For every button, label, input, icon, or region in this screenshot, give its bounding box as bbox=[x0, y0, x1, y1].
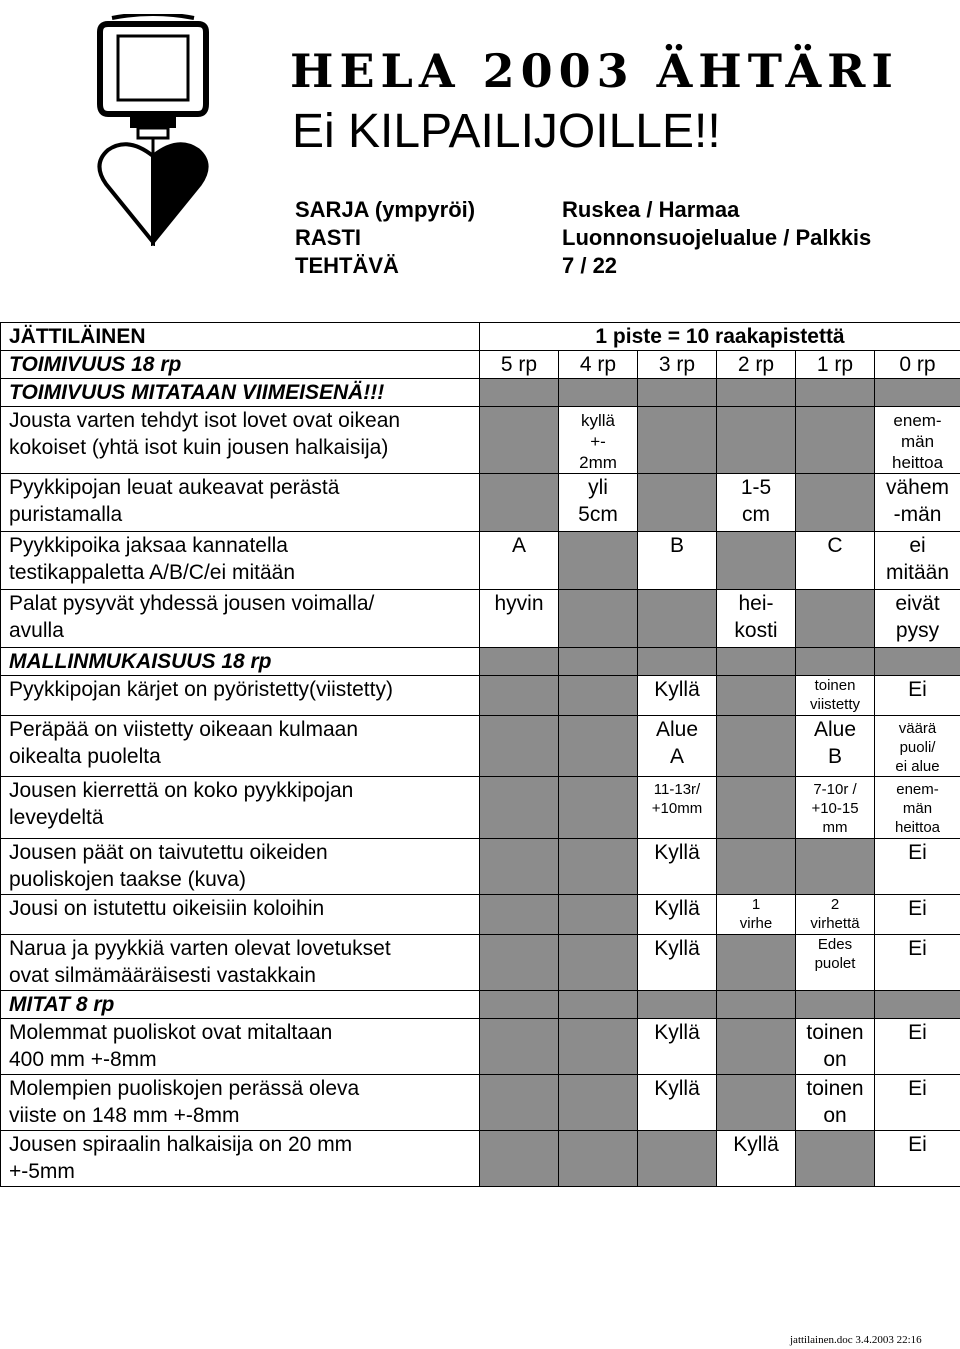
empty-cell bbox=[638, 407, 717, 474]
table-title-row bbox=[1, 323, 960, 351]
score-1: C bbox=[796, 532, 875, 590]
column-header: 4 rp bbox=[559, 351, 638, 379]
empty-cell bbox=[559, 676, 638, 716]
score-0: enem- män heittoa bbox=[875, 777, 960, 839]
empty-cell bbox=[638, 590, 717, 648]
score-1: Edes puolet bbox=[796, 935, 875, 991]
table-row bbox=[1, 407, 960, 474]
empty-cell bbox=[638, 648, 717, 676]
criterion: Jousta varten tehdyt isot lovet ovat oikean kokoiset (yhtä isot kuin jousen halkaisija) bbox=[1, 407, 480, 474]
page-title: Ei KILPAILIJOILLE!! bbox=[292, 105, 721, 158]
criterion: Molempien puoliskojen perässä oleva viiste on 148 mm +-8mm bbox=[1, 1075, 480, 1131]
score-1: toinen on bbox=[796, 1075, 875, 1131]
info-value: Ruskea / Harmaa bbox=[562, 197, 740, 222]
section-mallinmukaisuus: MALLINMUKAISUUS 18 rp bbox=[1, 648, 480, 676]
empty-cell bbox=[480, 1131, 559, 1187]
empty-cell bbox=[638, 379, 717, 407]
empty-cell bbox=[480, 676, 559, 716]
empty-cell bbox=[717, 407, 796, 474]
criterion: Pyykkipojan kärjet on pyöristetty(viistetty) bbox=[1, 676, 480, 716]
table-row bbox=[1, 895, 960, 935]
score-3: Kyllä bbox=[638, 676, 717, 716]
score-4: kyllä +- 2mm bbox=[559, 407, 638, 474]
file-info: jattilainen.doc 3.4.2003 22:16 bbox=[790, 1334, 922, 1346]
points-note: 1 piste = 10 raakapistettä bbox=[480, 323, 960, 351]
score-4: yli 5cm bbox=[559, 474, 638, 532]
empty-cell bbox=[559, 777, 638, 839]
empty-cell bbox=[480, 991, 559, 1019]
table-row bbox=[1, 1019, 960, 1075]
empty-cell bbox=[480, 935, 559, 991]
empty-cell bbox=[480, 839, 559, 895]
table-row bbox=[1, 777, 960, 839]
empty-cell bbox=[875, 991, 960, 1019]
hela-logo bbox=[88, 14, 218, 246]
table-row bbox=[1, 935, 960, 991]
score-3: Kyllä bbox=[638, 1075, 717, 1131]
column-header: 3 rp bbox=[638, 351, 717, 379]
info-label: TEHTÄVÄ bbox=[295, 253, 399, 278]
score-2: 1-5 cm bbox=[717, 474, 796, 532]
criterion: Jousen päät on taivutettu oikeiden puoliskojen taakse (kuva) bbox=[1, 839, 480, 895]
empty-cell bbox=[480, 379, 559, 407]
empty-cell bbox=[796, 474, 875, 532]
score-0: Ei bbox=[875, 1075, 960, 1131]
score-3: B bbox=[638, 532, 717, 590]
empty-cell bbox=[796, 1131, 875, 1187]
info-label: SARJA (ympyröi) bbox=[295, 197, 476, 222]
empty-cell bbox=[638, 1131, 717, 1187]
column-header: 2 rp bbox=[717, 351, 796, 379]
empty-cell bbox=[717, 1075, 796, 1131]
section-row bbox=[1, 379, 960, 407]
empty-cell bbox=[480, 648, 559, 676]
empty-cell bbox=[717, 777, 796, 839]
task-info bbox=[295, 196, 871, 280]
score-3: Kyllä bbox=[638, 895, 717, 935]
empty-cell bbox=[559, 1019, 638, 1075]
empty-cell bbox=[559, 648, 638, 676]
empty-cell bbox=[559, 379, 638, 407]
table-row bbox=[1, 676, 960, 716]
score-1: 2 virhettä bbox=[796, 895, 875, 935]
score-2: Kyllä bbox=[717, 1131, 796, 1187]
table-row bbox=[1, 1131, 960, 1187]
empty-cell bbox=[559, 1075, 638, 1131]
score-0: Ei bbox=[875, 1131, 960, 1187]
score-0: enem- män heittoa bbox=[875, 407, 960, 474]
section-note: TOIMIVUUS MITATAAN VIIMEISENÄ!!! bbox=[1, 379, 480, 407]
empty-cell bbox=[796, 839, 875, 895]
column-header: 1 rp bbox=[796, 351, 875, 379]
empty-cell bbox=[875, 648, 960, 676]
criterion: Jousen spiraalin halkaisija on 20 mm +-5mm bbox=[1, 1131, 480, 1187]
score-5: A bbox=[480, 532, 559, 590]
empty-cell bbox=[559, 991, 638, 1019]
empty-cell bbox=[480, 1019, 559, 1075]
empty-cell bbox=[480, 777, 559, 839]
event-title: HELA 2003 ÄHTÄRI bbox=[290, 44, 899, 98]
score-0: Ei bbox=[875, 839, 960, 895]
empty-cell bbox=[480, 716, 559, 777]
criterion: Jousi on istutettu oikeisiin koloihin bbox=[1, 895, 480, 935]
table-row bbox=[1, 532, 960, 590]
score-2: 1 virhe bbox=[717, 895, 796, 935]
section-row bbox=[1, 648, 960, 676]
empty-cell bbox=[559, 935, 638, 991]
criterion: Palat pysyvät yhdessä jousen voimalla/ avulla bbox=[1, 590, 480, 648]
info-row-series bbox=[295, 196, 871, 224]
empty-cell bbox=[717, 379, 796, 407]
info-row-task bbox=[295, 252, 871, 280]
table-row bbox=[1, 716, 960, 777]
column-header-row bbox=[1, 351, 960, 379]
empty-cell bbox=[480, 895, 559, 935]
empty-cell bbox=[796, 648, 875, 676]
scoring-table bbox=[0, 322, 960, 1187]
info-value: Luonnonsuojelualue / Palkkis bbox=[562, 225, 872, 250]
table-title: JÄTTILÄINEN bbox=[1, 323, 480, 351]
score-0: ei mitään bbox=[875, 532, 960, 590]
empty-cell bbox=[480, 1075, 559, 1131]
empty-cell bbox=[717, 839, 796, 895]
score-3: Kyllä bbox=[638, 839, 717, 895]
score-3: Kyllä bbox=[638, 935, 717, 991]
empty-cell bbox=[480, 407, 559, 474]
empty-cell bbox=[717, 648, 796, 676]
section-row bbox=[1, 991, 960, 1019]
table-row bbox=[1, 839, 960, 895]
column-header: 5 rp bbox=[480, 351, 559, 379]
empty-cell bbox=[559, 532, 638, 590]
empty-cell bbox=[796, 379, 875, 407]
empty-cell bbox=[559, 1131, 638, 1187]
section-mitat: MITAT 8 rp bbox=[1, 991, 480, 1019]
score-1: Alue B bbox=[796, 716, 875, 777]
empty-cell bbox=[559, 716, 638, 777]
info-label: RASTI bbox=[295, 225, 361, 250]
score-0: vähem -män bbox=[875, 474, 960, 532]
criterion: Peräpää on viistetty oikeaan kulmaan oikealta puolelta bbox=[1, 716, 480, 777]
section-toimivuus: TOIMIVUUS 18 rp bbox=[1, 351, 480, 379]
table-row bbox=[1, 1075, 960, 1131]
criterion: Narua ja pyykkiä varten olevat lovetukset ovat silmämääräisesti vastakkain bbox=[1, 935, 480, 991]
score-1: toinen on bbox=[796, 1019, 875, 1075]
empty-cell bbox=[717, 716, 796, 777]
score-1: toinen viistetty bbox=[796, 676, 875, 716]
score-0: väärä puoli/ ei alue bbox=[875, 716, 960, 777]
empty-cell bbox=[796, 407, 875, 474]
score-3: 11-13r/ +10mm bbox=[638, 777, 717, 839]
empty-cell bbox=[717, 991, 796, 1019]
table-row bbox=[1, 590, 960, 648]
criterion: Pyykkipoika jaksaa kannatella testikappaletta A/B/C/ei mitään bbox=[1, 532, 480, 590]
column-header: 0 rp bbox=[875, 351, 960, 379]
empty-cell bbox=[717, 1019, 796, 1075]
criterion: Jousen kierrettä on koko pyykkipojan leveydeltä bbox=[1, 777, 480, 839]
empty-cell bbox=[796, 590, 875, 648]
criterion: Molemmat puoliskot ovat mitaltaan 400 mm +-8mm bbox=[1, 1019, 480, 1075]
criterion: Pyykkipojan leuat aukeavat perästä puristamalla bbox=[1, 474, 480, 532]
score-3: Kyllä bbox=[638, 1019, 717, 1075]
info-row-checkpoint bbox=[295, 224, 871, 252]
empty-cell bbox=[559, 839, 638, 895]
score-5: hyvin bbox=[480, 590, 559, 648]
empty-cell bbox=[717, 935, 796, 991]
empty-cell bbox=[717, 532, 796, 590]
score-0: Ei bbox=[875, 895, 960, 935]
empty-cell bbox=[875, 379, 960, 407]
score-1: 7-10r / +10-15 mm bbox=[796, 777, 875, 839]
empty-cell bbox=[638, 991, 717, 1019]
table-row bbox=[1, 474, 960, 532]
empty-cell bbox=[559, 590, 638, 648]
score-3: Alue A bbox=[638, 716, 717, 777]
score-0: eivät pysy bbox=[875, 590, 960, 648]
score-0: Ei bbox=[875, 935, 960, 991]
score-2: hei- kosti bbox=[717, 590, 796, 648]
score-0: Ei bbox=[875, 676, 960, 716]
empty-cell bbox=[717, 676, 796, 716]
empty-cell bbox=[796, 991, 875, 1019]
score-0: Ei bbox=[875, 1019, 960, 1075]
empty-cell bbox=[638, 474, 717, 532]
empty-cell bbox=[559, 895, 638, 935]
empty-cell bbox=[480, 474, 559, 532]
info-value: 7 / 22 bbox=[562, 253, 618, 278]
